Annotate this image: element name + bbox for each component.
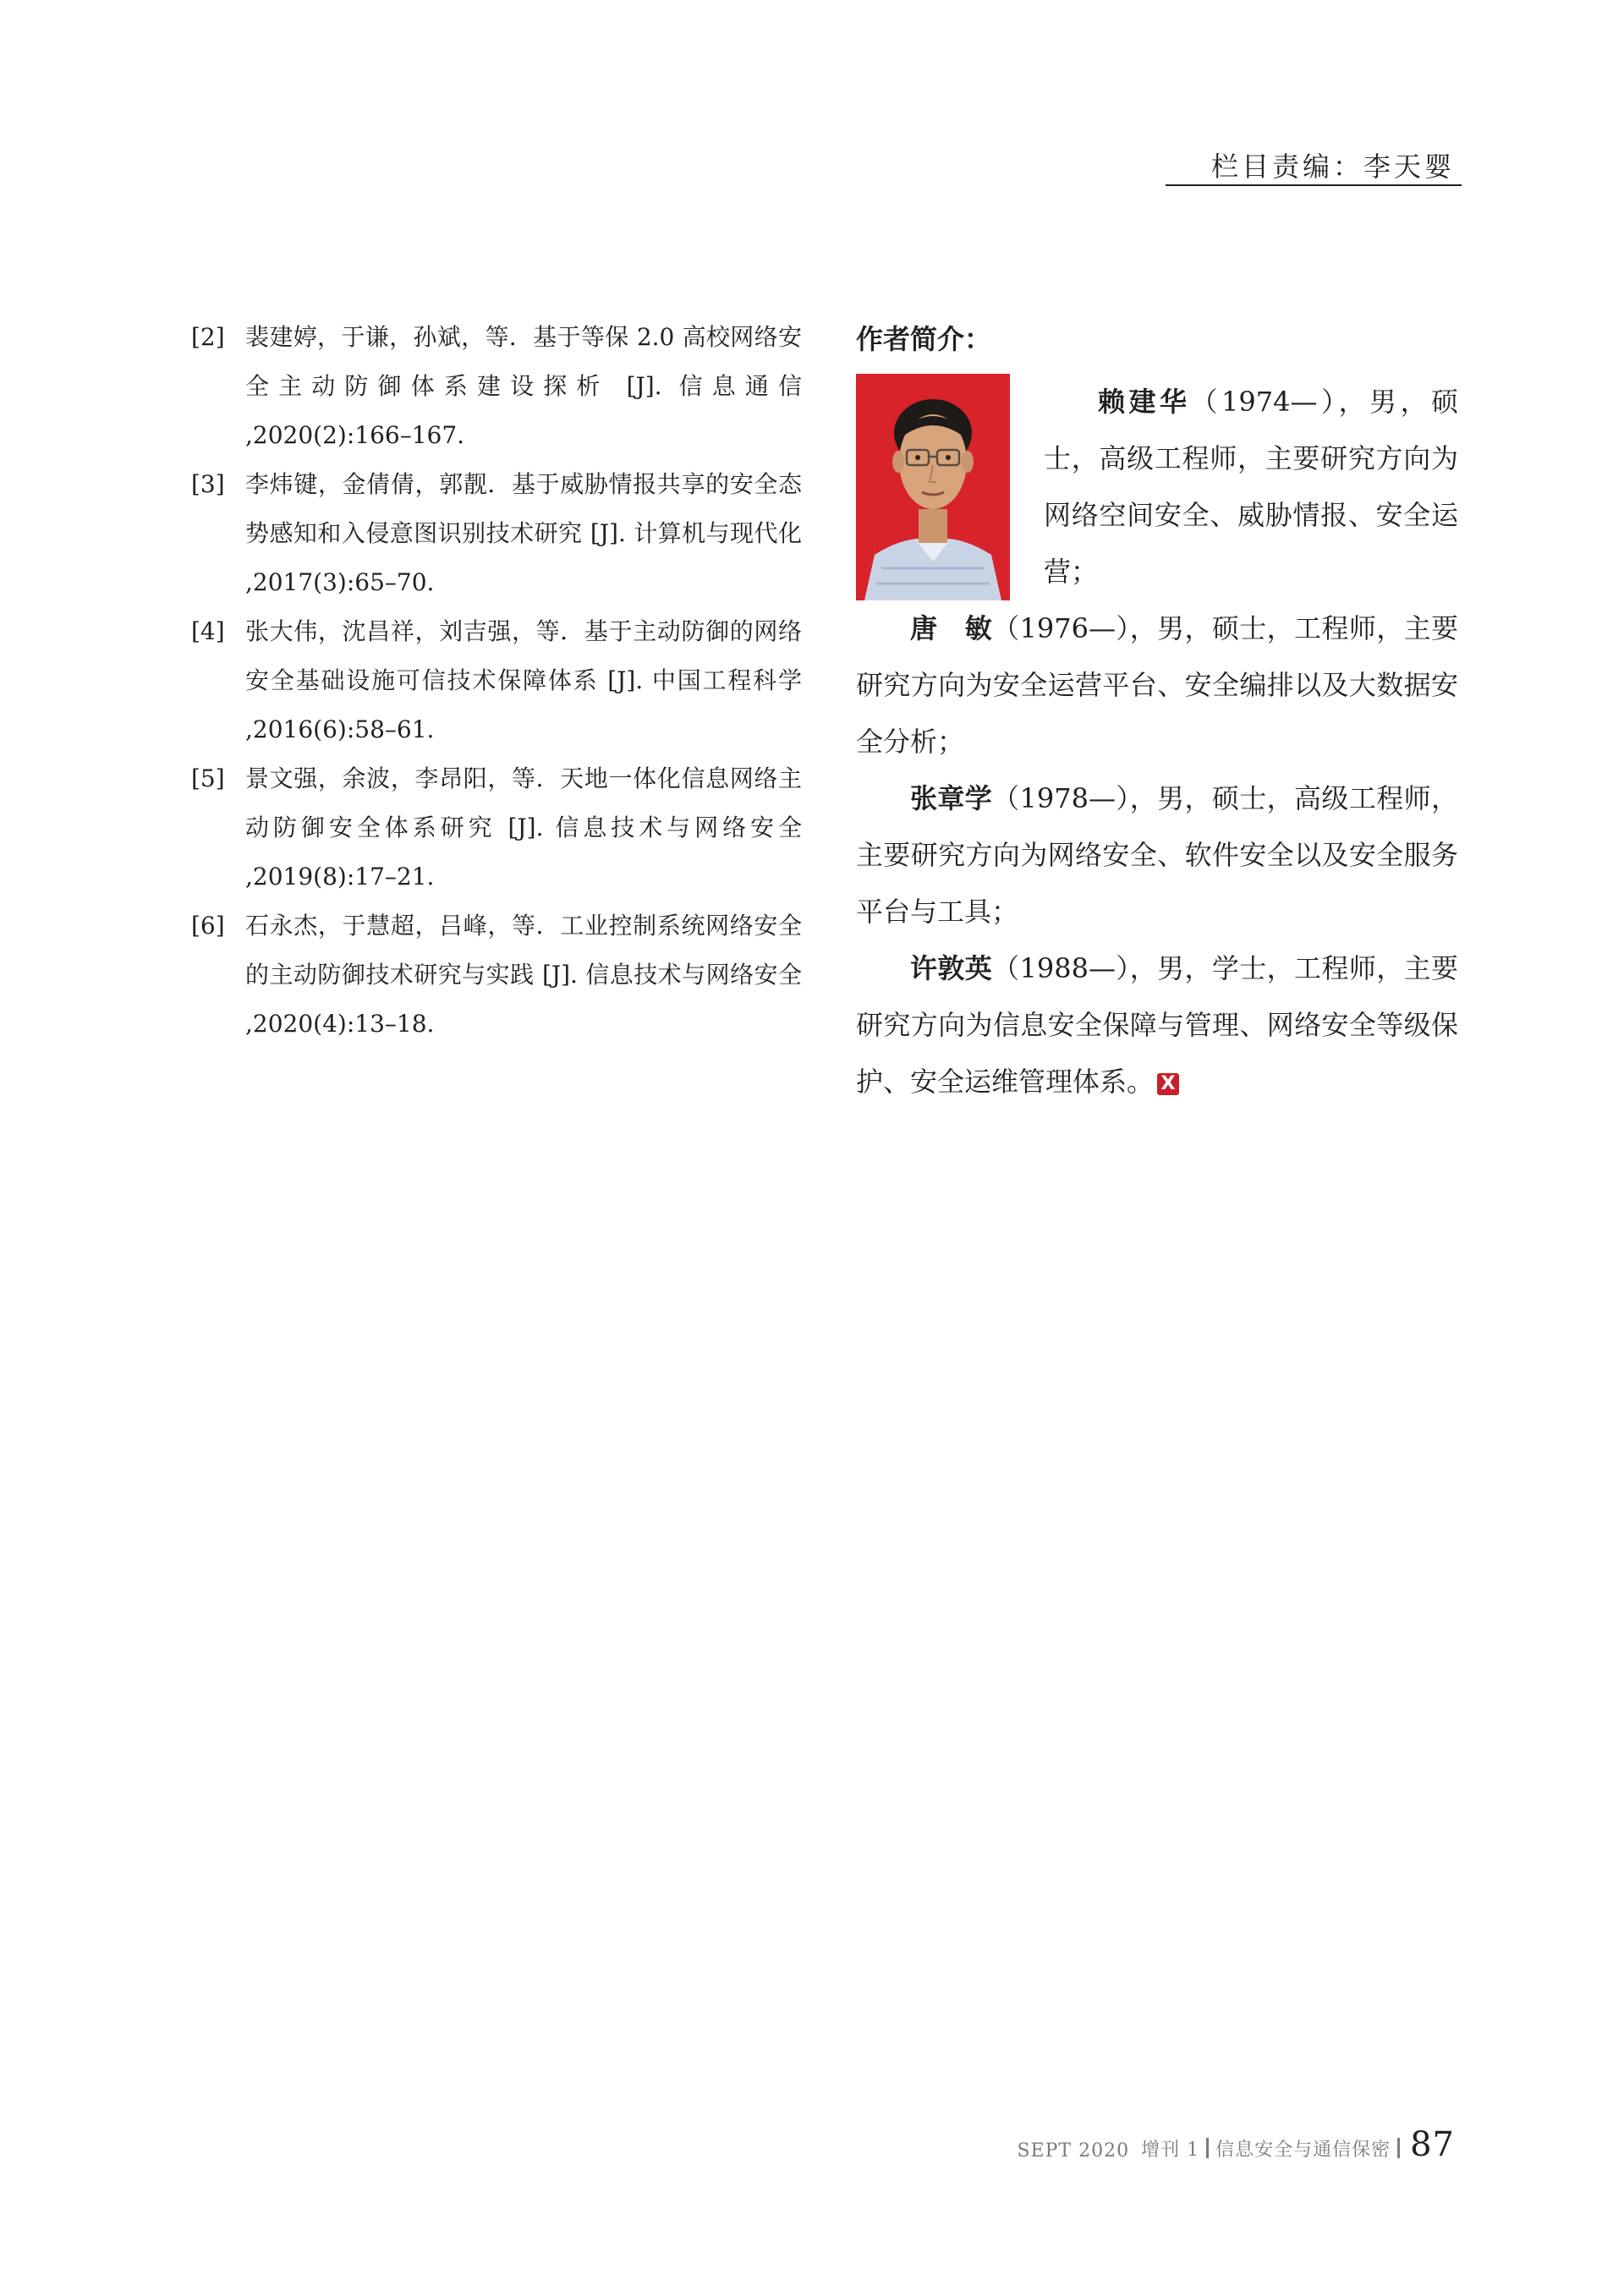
footer-issue: 增刊 1 [1141,2140,1200,2161]
author-bio [856,600,1458,770]
author-bio [856,770,1458,940]
reference-text: 裴建婷，于谦，孙斌，等．基于等保 2.0 高校网络安全主动防御体系建设探析 [J]. 信息通信 ,2020(2):166–167. [245,323,802,449]
author-bio [856,940,1458,1110]
reference-text: 李炜键，金倩倩，郭靓．基于威胁情报共享的安全态势感知和入侵意图识别技术研究 [J]. 计算机与现代化 ,2017(3):65–70. [245,470,802,596]
author-bios [856,313,1458,1110]
author-name: 许敦英 [910,952,993,984]
author-description: （1976—），男，硕士，工程师，主要研究方向为安全运营平台、安全编排以及大数据安全分析； [856,612,1458,758]
author-description: （1974—），男，硕士，高级工程师，主要研究方向为网络空间安全、威胁情报、安全运营； [1044,386,1458,588]
author-portrait-icon [856,374,1010,600]
reference-item [191,607,802,754]
author-name: 赖建华 [1098,386,1191,418]
reference-number: [2] [191,323,225,351]
footer-separator [1206,2138,1209,2158]
reference-list [191,313,802,1049]
author-description: （1978—），男，硕士，高级工程师，主要研究方向为网络安全、软件安全以及安全服务平台与工具； [856,782,1458,928]
author-description: （1988—），男，学士，工程师，主要研究方向为信息安全保障与管理、网络安全等级保护、安全运维管理体系。 [856,952,1458,1098]
reference-number: [5] [191,764,225,792]
article-end-mark-icon: X [1157,1073,1179,1095]
reference-number: [3] [191,470,225,498]
reference-number: [6] [191,912,225,940]
reference-number: [4] [191,617,225,645]
page-number: 87 [1410,2125,1455,2164]
author-photo [856,374,1010,600]
author-heading: 作者简介： [856,323,992,355]
reference-item [191,460,802,607]
reference-item [191,754,802,901]
footer-date: SEPT 2020 [1017,2140,1130,2162]
reference-text: 景文强，余波，李昂阳，等．天地一体化信息网络主动防御安全体系研究 [J]. 信息技术与网络安全 ,2019(8):17–21. [245,764,802,890]
reference-text: 石永杰，于慧超，吕峰，等．工业控制系统网络安全的主动防御技术研究与实践 [J]. 信息技术与网络安全 ,2020(4):13–18. [245,912,802,1038]
reference-item [191,901,802,1049]
column-editor: 栏目责编：李天婴 [1210,151,1455,183]
reference-text: 张大伟，沈昌祥，刘吉强，等．基于主动防御的网络安全基础设施可信技术保障体系 [J]. 中国工程科学 ,2016(6):58–61. [245,617,802,743]
footer-separator [1397,2138,1400,2158]
author-name: 唐 敏 [910,612,993,644]
page-footer [1017,2114,1455,2162]
author-name: 张章学 [910,782,993,814]
footer-journal: 信息安全与通信保密 [1215,2140,1391,2161]
reference-item [191,313,802,460]
header-rule [1166,184,1462,186]
